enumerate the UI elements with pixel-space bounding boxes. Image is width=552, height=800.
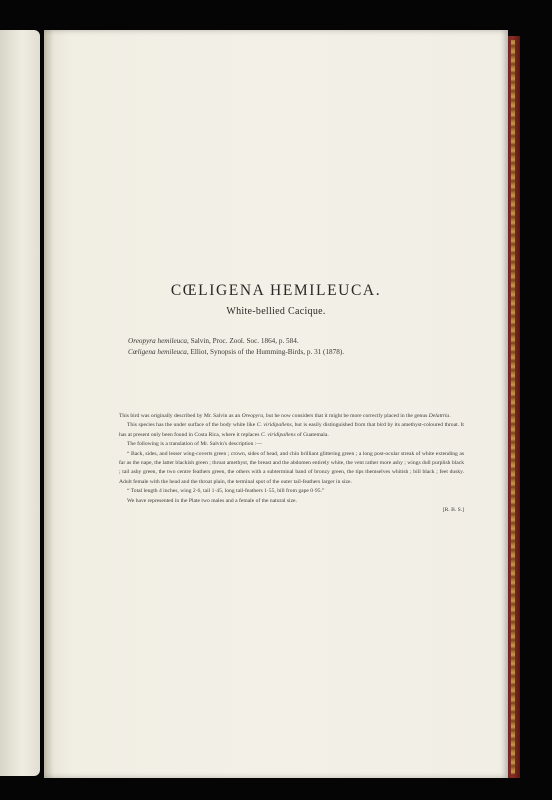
paragraph: “ Total length 4 inches, wing 2·6, tail 1·45, long tail-feathers 1·55, bill from gape 0·95.” [127, 488, 325, 495]
reference-taxon: Cœligena hemileuca [128, 347, 187, 356]
paragraph: We have represented in the Plate two males and a female of the natural size. [127, 497, 297, 504]
reference-line [128, 336, 468, 347]
synonymy-references [128, 336, 468, 357]
gilt-page-edge [511, 40, 515, 774]
paragraph: This species has the under surface of the body white like C. viridipallens, but is easily distinguished from that bird by its amethyst-coloured throat. It has at present only been found in Costa Rica, where it replaces C. viridipallens of Guatemala. [119, 422, 464, 438]
facing-page-edge [0, 30, 40, 776]
paragraph: “ Back, sides, and lesser wing-coverts green ; crown, sides of head, and chin brilliant glittering green ; a long post-ocular streak of white extending as far as the nape, the latter blackish green ; throat amethyst, the breast and the abdomen entirely white, the vent rather more ashy ; wings dull purplish black ; tail ashy green, the two centre feathers green, the others with a subterminal band of bronzy green, the tips themselves whitish ; bill black ; feet dusky. Adult female with the head and the throat plain, the terminal spot of the outer tail-feathers larger in size. [119, 450, 464, 485]
reference-taxon: Oreopyra hemileuca [128, 337, 188, 345]
reference-citation: , Elliot, Synopsis of the Humming-Birds, p. 31 (1878). [186, 347, 345, 356]
species-title: CŒLIGENA HEMILEUCA. [170, 282, 382, 299]
paragraph: The following is a translation of Mr. Salvin's description :— [127, 441, 262, 448]
common-name: White-bellied Cacique. [226, 306, 326, 317]
description-text [119, 412, 464, 515]
reference-citation: , Salvin, Proc. Zool. Soc. 1864, p. 584. [187, 337, 299, 345]
book-page [44, 30, 508, 778]
reference-line [128, 347, 468, 358]
author-initials: [R. B. S.] [442, 507, 464, 514]
paragraph: This bird was originally described by Mr. Salvin as an Oreopyra, but he now considers that it might be more correctly placed in the genus Delattria. [119, 413, 451, 419]
page-gutter-shadow [44, 30, 54, 778]
